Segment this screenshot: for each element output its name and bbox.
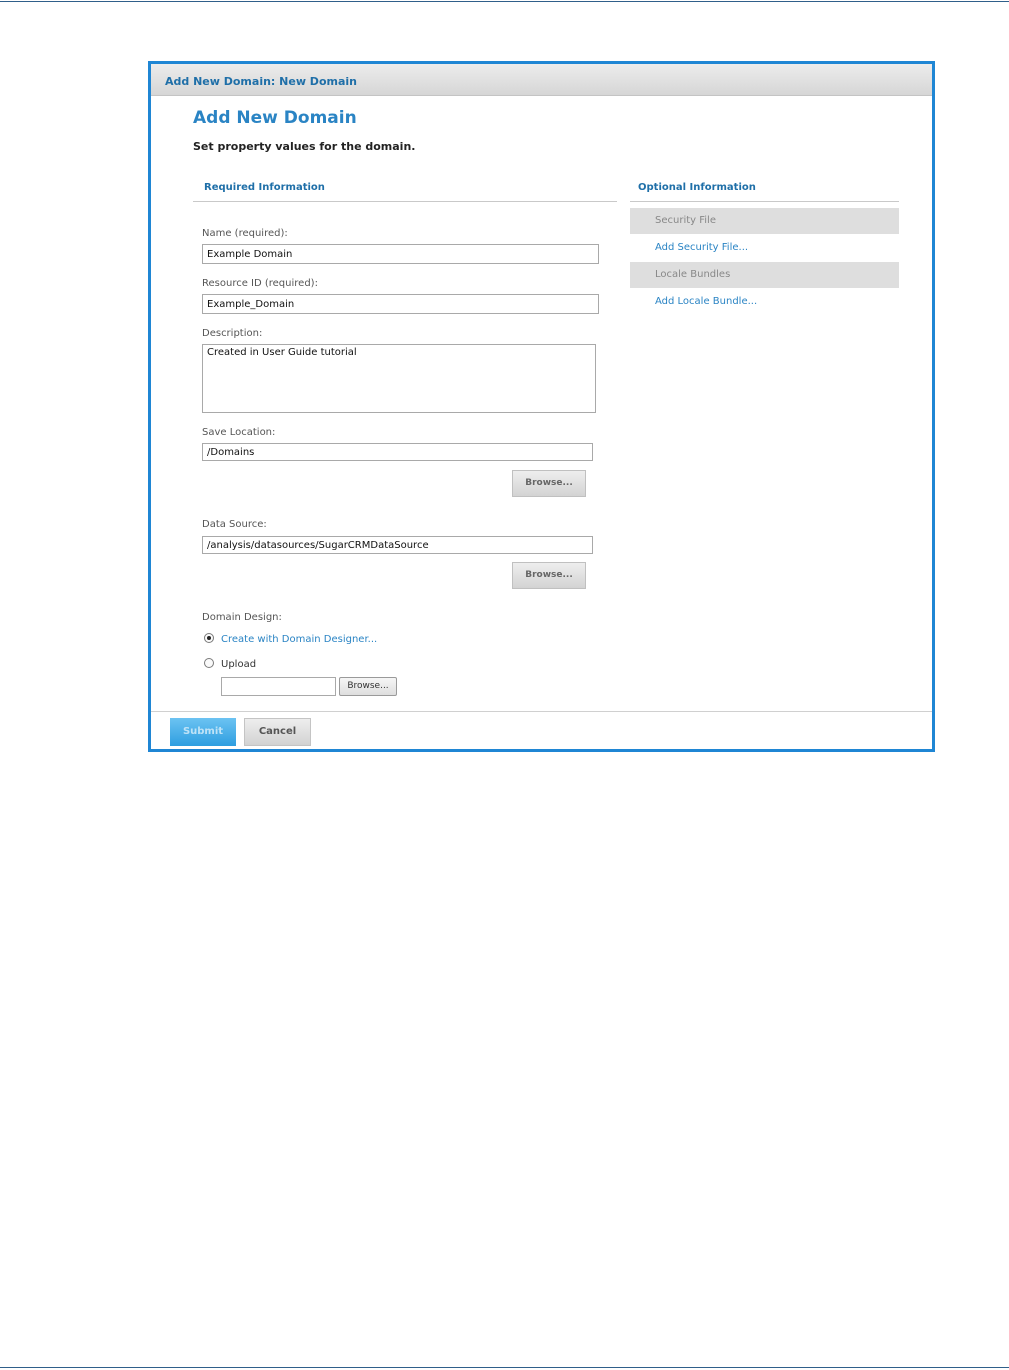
name-label: Name (required): bbox=[202, 228, 288, 239]
optional-section-title: Optional Information bbox=[638, 182, 756, 193]
data-source-field[interactable] bbox=[202, 536, 593, 554]
add-security-file-link[interactable]: Add Security File... bbox=[655, 242, 749, 253]
domain-design-label: Domain Design: bbox=[202, 612, 282, 623]
cancel-button[interactable]: Cancel bbox=[244, 718, 311, 746]
upload-radio[interactable] bbox=[204, 658, 214, 668]
optional-section-divider bbox=[630, 201, 899, 202]
page-top-rule bbox=[0, 1, 1009, 2]
add-new-domain-dialog bbox=[148, 61, 935, 752]
upload-option-label: Upload bbox=[221, 659, 257, 670]
required-section-divider bbox=[193, 201, 617, 202]
footer-divider bbox=[151, 711, 932, 712]
name-field[interactable] bbox=[202, 244, 599, 264]
resource-id-label: Resource ID (required): bbox=[202, 278, 318, 289]
locale-bundles-header: Locale Bundles bbox=[630, 262, 899, 288]
page-bottom-rule bbox=[0, 1367, 1009, 1368]
dialog-title: Add New Domain: New Domain bbox=[165, 75, 357, 88]
description-label: Description: bbox=[202, 328, 263, 339]
page-title: Add New Domain bbox=[193, 108, 357, 128]
designer-radio[interactable] bbox=[204, 633, 214, 643]
save-location-label: Save Location: bbox=[202, 427, 276, 438]
data-source-browse-button[interactable]: Browse... bbox=[512, 562, 586, 589]
security-file-header: Security File bbox=[630, 208, 899, 234]
save-location-field[interactable] bbox=[202, 443, 593, 461]
description-field[interactable]: Created in User Guide tutorial bbox=[202, 344, 596, 413]
upload-file-field[interactable] bbox=[221, 677, 336, 696]
designer-option-link[interactable]: Create with Domain Designer... bbox=[221, 634, 378, 645]
page-subtitle: Set property values for the domain. bbox=[193, 140, 416, 153]
add-locale-bundle-link[interactable]: Add Locale Bundle... bbox=[655, 296, 758, 307]
required-section-title: Required Information bbox=[204, 182, 325, 193]
submit-button[interactable]: Submit bbox=[170, 718, 236, 746]
dialog-titlebar bbox=[151, 64, 932, 96]
resource-id-field[interactable] bbox=[202, 294, 599, 314]
save-location-browse-button[interactable]: Browse... bbox=[512, 470, 586, 497]
upload-browse-button[interactable]: Browse... bbox=[339, 677, 397, 696]
data-source-label: Data Source: bbox=[202, 519, 267, 530]
